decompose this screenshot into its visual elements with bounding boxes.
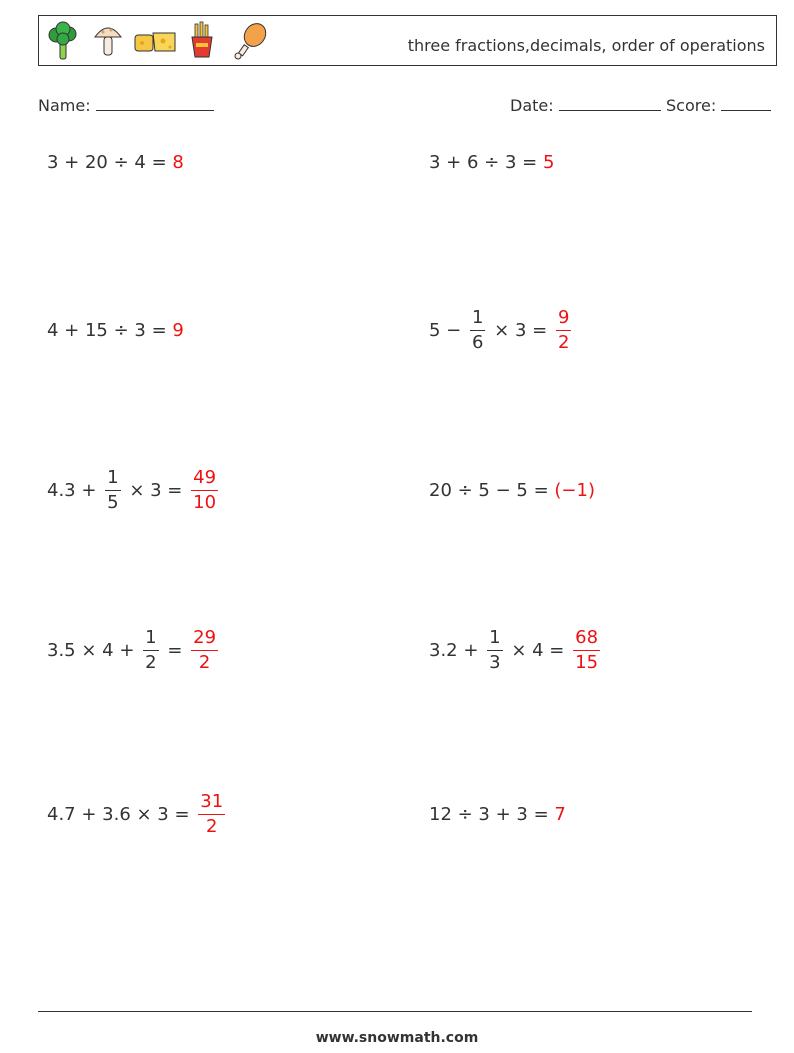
problem-10 — [429, 784, 566, 844]
problem-5 — [47, 460, 221, 520]
expression-text: × 3 = — [488, 319, 553, 341]
expression-text: 3 + 20 ÷ 4 = — [47, 151, 173, 173]
answer — [191, 626, 218, 673]
denominator: 3 — [489, 651, 501, 673]
answer: 8 — [172, 151, 184, 173]
problem-8 — [429, 620, 603, 680]
score-field — [666, 94, 771, 115]
expression-text: × 4 = — [505, 639, 571, 661]
score-blank[interactable] — [721, 94, 771, 111]
problem-1 — [47, 132, 184, 192]
expression-text: 3.2 + — [429, 639, 485, 661]
footer-divider — [38, 1011, 752, 1012]
score-label: Score: — [666, 96, 717, 115]
drumstick-icon — [233, 21, 269, 61]
worksheet-title: three fractions,decimals, order of operations — [407, 36, 765, 55]
numerator: 29 — [193, 626, 217, 648]
footer-url: www.snowmath.com — [315, 1030, 479, 1046]
answer — [556, 306, 571, 353]
denominator: 2 — [145, 651, 157, 673]
numerator: 68 — [575, 626, 599, 648]
fraction — [143, 626, 158, 673]
expression-text: 20 ÷ 5 − 5 = — [429, 479, 555, 501]
mushroom-icon — [93, 21, 123, 61]
numerator: 9 — [557, 306, 570, 328]
date-label: Date: — [510, 96, 554, 115]
expression-text: 3.5 × 4 + — [47, 639, 141, 661]
problem-4 — [429, 300, 574, 360]
fraction — [470, 306, 485, 353]
name-blank[interactable] — [96, 94, 214, 111]
name-field — [38, 94, 214, 115]
date-field — [510, 94, 661, 115]
expression-text: 4.3 + — [47, 479, 103, 501]
broccoli-icon — [47, 21, 79, 61]
fries-icon — [187, 21, 217, 61]
problem-7 — [47, 620, 221, 680]
numerator: 1 — [489, 626, 501, 648]
answer: 9 — [172, 319, 184, 341]
expression-text: 4.7 + 3.6 × 3 = — [47, 803, 196, 825]
cheese-icon — [133, 21, 177, 61]
denominator: 5 — [107, 491, 119, 513]
numerator: 1 — [107, 466, 119, 488]
numerator: 31 — [200, 790, 224, 812]
expression-text: 3 + 6 ÷ 3 = — [429, 151, 543, 173]
answer — [573, 626, 600, 673]
expression-text: × 3 = — [123, 479, 189, 501]
problem-3 — [47, 300, 184, 360]
expression-text: 4 + 15 ÷ 3 = — [47, 319, 173, 341]
problem-6 — [429, 460, 595, 520]
denominator: 2 — [557, 331, 570, 353]
answer: (−1) — [554, 479, 595, 501]
problem-2 — [429, 132, 554, 192]
answer: 7 — [554, 803, 566, 825]
expression-text: 5 − — [429, 319, 467, 341]
fraction — [105, 466, 120, 513]
fraction — [487, 626, 502, 673]
date-blank[interactable] — [559, 94, 661, 111]
denominator: 2 — [198, 651, 211, 673]
denominator: 2 — [206, 815, 218, 837]
worksheet-header — [38, 15, 777, 66]
denominator: 15 — [575, 651, 599, 673]
expression-text: 12 ÷ 3 + 3 = — [429, 803, 555, 825]
expression-text: = — [161, 639, 189, 661]
denominator: 6 — [471, 331, 484, 353]
numerator: 49 — [193, 466, 217, 488]
denominator: 10 — [193, 491, 217, 513]
name-label: Name: — [38, 96, 91, 115]
problem-9 — [47, 784, 228, 844]
numerator: 1 — [471, 306, 484, 328]
answer — [191, 466, 218, 513]
numerator: 1 — [145, 626, 157, 648]
answer — [198, 790, 225, 837]
answer: 5 — [542, 151, 555, 173]
